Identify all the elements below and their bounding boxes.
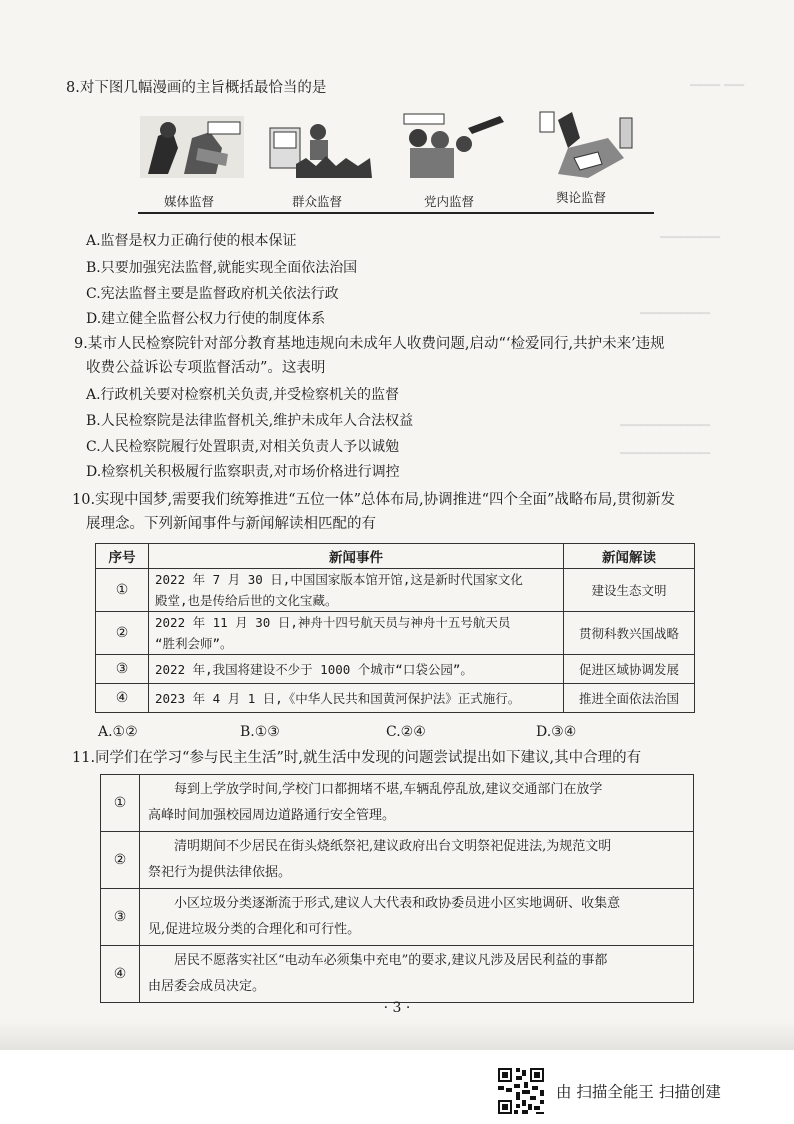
row-suggestion [140, 775, 694, 832]
row-suggestion-line: 小区垃圾分类逐渐流于形式,建议人大代表和政协委员进小区实地调研、收集意 [174, 896, 621, 911]
row-suggestion [140, 832, 694, 889]
row-interpretation: 贯彻科教兴国战略 [564, 612, 695, 655]
row-interpretation: 推进全面依法治国 [564, 684, 695, 713]
q10-answer-d: D.③④ [536, 724, 577, 740]
bleed-through-mark: ▁▁▁ ▁▁ [690, 72, 745, 87]
row-news-line: 2022 年 11 月 30 日,神舟十四号航天员与神舟十五号航天员 [155, 615, 511, 630]
q8-option-a: A.监督是权力正确行使的根本保证 [86, 233, 297, 249]
comic-baseline-rule [138, 212, 654, 214]
table-header-row [96, 544, 695, 569]
bleed-through-mark: ▁▁▁▁▁▁ [660, 224, 720, 239]
row-news-line: 2022 年 7 月 30 日,中国国家版本馆开馆,这是新时代国家文化 [155, 572, 523, 587]
row-suggestion-line: 祭祀行为提供法律依据。 [148, 865, 292, 880]
question-11-table [100, 774, 694, 1003]
q9-option-b: B.人民检察院是法律监督机关,维护未成年人合法权益 [86, 413, 414, 429]
question-10-table [95, 543, 695, 713]
comic-caption-opinion: 舆论监督 [556, 190, 607, 205]
header-serial: 序号 [96, 544, 149, 569]
q8-option-c: C.宪法监督主要是监督政府机关依法行政 [86, 286, 339, 302]
row-serial: ② [96, 612, 149, 655]
row-suggestion-line: 每到上学放学时间,学校门口都拥堵不堪,车辆乱停乱放,建议交通部门在放学 [174, 782, 603, 797]
q10-answer-c: C.②④ [386, 724, 426, 740]
comic-strip [138, 108, 654, 218]
row-suggestion-line: 高峰时间加强校园周边道路通行安全管理。 [148, 808, 396, 823]
page-number: · 3 · [383, 1000, 411, 1016]
table-row [101, 775, 694, 832]
row-news-line: 2023 年 4 月 1 日,《中华人民共和国黄河保护法》正式施行。 [155, 690, 521, 706]
row-suggestion-line: 由居委会成员决定。 [148, 979, 266, 994]
scan-edge-shadow [0, 1020, 794, 1050]
row-news-line: 殿堂,也是传给后世的文化宝藏。 [155, 593, 338, 608]
q8-option-b: B.只要加强宪法监督,就能实现全面依法治国 [86, 260, 358, 276]
row-serial: ① [96, 569, 149, 612]
table-row [96, 684, 695, 713]
row-interpretation: 促进区域协调发展 [564, 655, 695, 684]
row-suggestion-line: 见,促进垃圾分类的合理化和可行性。 [148, 922, 361, 937]
table-row [96, 655, 695, 684]
row-news-line: 2022 年,我国将建设不少于 1000 个城市“口袋公园”。 [155, 661, 473, 677]
row-serial: ④ [101, 946, 140, 1003]
table-row [96, 569, 695, 612]
comic-public-supervision-image [266, 108, 378, 186]
row-news [149, 655, 564, 684]
question-8-stem: 8.对下图几幅漫画的主旨概括最恰当的是 [66, 80, 327, 96]
comic-caption-media: 媒体监督 [164, 194, 215, 209]
q9-option-c: C.人民检察院履行处置职责,对相关负责人予以诚勉 [86, 439, 400, 455]
row-news-line: “胜利会师”。 [155, 636, 233, 651]
comic-public-opinion-supervision-image [528, 108, 640, 186]
q9-option-a: A.行政机关要对检察机关负责,并受检察机关的监督 [86, 387, 400, 403]
row-suggestion-line: 清明期间不少居民在街头烧纸祭祀,建议政府出台文明祭祀促进法,为规范文明 [174, 839, 612, 854]
table-row [101, 889, 694, 946]
question-9-stem-line1: 9.某市人民检察院针对部分教育基地违规向未成年人收费问题,启动“‘检爱同行,共护未来’违规 [74, 336, 665, 352]
table-row [101, 946, 694, 1003]
comic-caption-public: 群众监督 [292, 194, 343, 209]
table-row [96, 612, 695, 655]
row-serial: ④ [96, 684, 149, 713]
scanner-watermark-text: 由 扫描全能王 扫描创建 [556, 1083, 721, 1101]
qr-code-icon [496, 1066, 546, 1116]
row-suggestion [140, 946, 694, 1003]
question-10-stem-line1: 10.实现中国梦,需要我们统筹推进“五位一体”总体布局,协调推进“四个全面”战略布局,贯彻新发 [72, 492, 676, 508]
row-serial: ① [101, 775, 140, 832]
bleed-through-mark: ▁▁▁▁▁▁▁ [640, 300, 710, 315]
bleed-through-mark: ▁▁▁▁▁▁▁▁▁ [620, 412, 710, 427]
question-10-stem-line2: 展理念。下列新闻事件与新闻解读相匹配的有 [86, 516, 376, 532]
comic-media-supervision-image [138, 108, 250, 186]
header-news-event: 新闻事件 [149, 544, 564, 569]
q9-option-d: D.检察机关积极履行监察职责,对市场价格进行调控 [86, 464, 400, 480]
row-serial: ② [101, 832, 140, 889]
row-suggestion [140, 889, 694, 946]
table-row [101, 832, 694, 889]
header-news-interpretation: 新闻解读 [564, 544, 695, 569]
row-serial: ③ [96, 655, 149, 684]
q10-answer-b: B.①③ [240, 724, 280, 740]
comic-caption-party: 党内监督 [424, 194, 475, 209]
bleed-through-mark: ▁▁▁▁▁▁▁▁▁ [620, 440, 710, 455]
question-11-stem: 11.同学们在学习“参与民主生活”时,就生活中发现的问题尝试提出如下建议,其中合理的有 [72, 750, 642, 766]
row-interpretation: 建设生态文明 [564, 569, 695, 612]
row-news [149, 612, 564, 655]
q10-answer-a: A.①② [98, 724, 138, 740]
row-news [149, 684, 564, 713]
q8-option-d: D.建立健全监督公权力行使的制度体系 [86, 311, 326, 327]
row-news [149, 569, 564, 612]
row-suggestion-line: 居民不愿落实社区“电动车必须集中充电”的要求,建议凡涉及居民利益的事都 [174, 953, 608, 968]
comic-party-supervision-image [396, 108, 508, 186]
row-serial: ③ [101, 889, 140, 946]
question-9-stem-line2: 收费公益诉讼专项监督活动”。这表明 [86, 360, 326, 376]
